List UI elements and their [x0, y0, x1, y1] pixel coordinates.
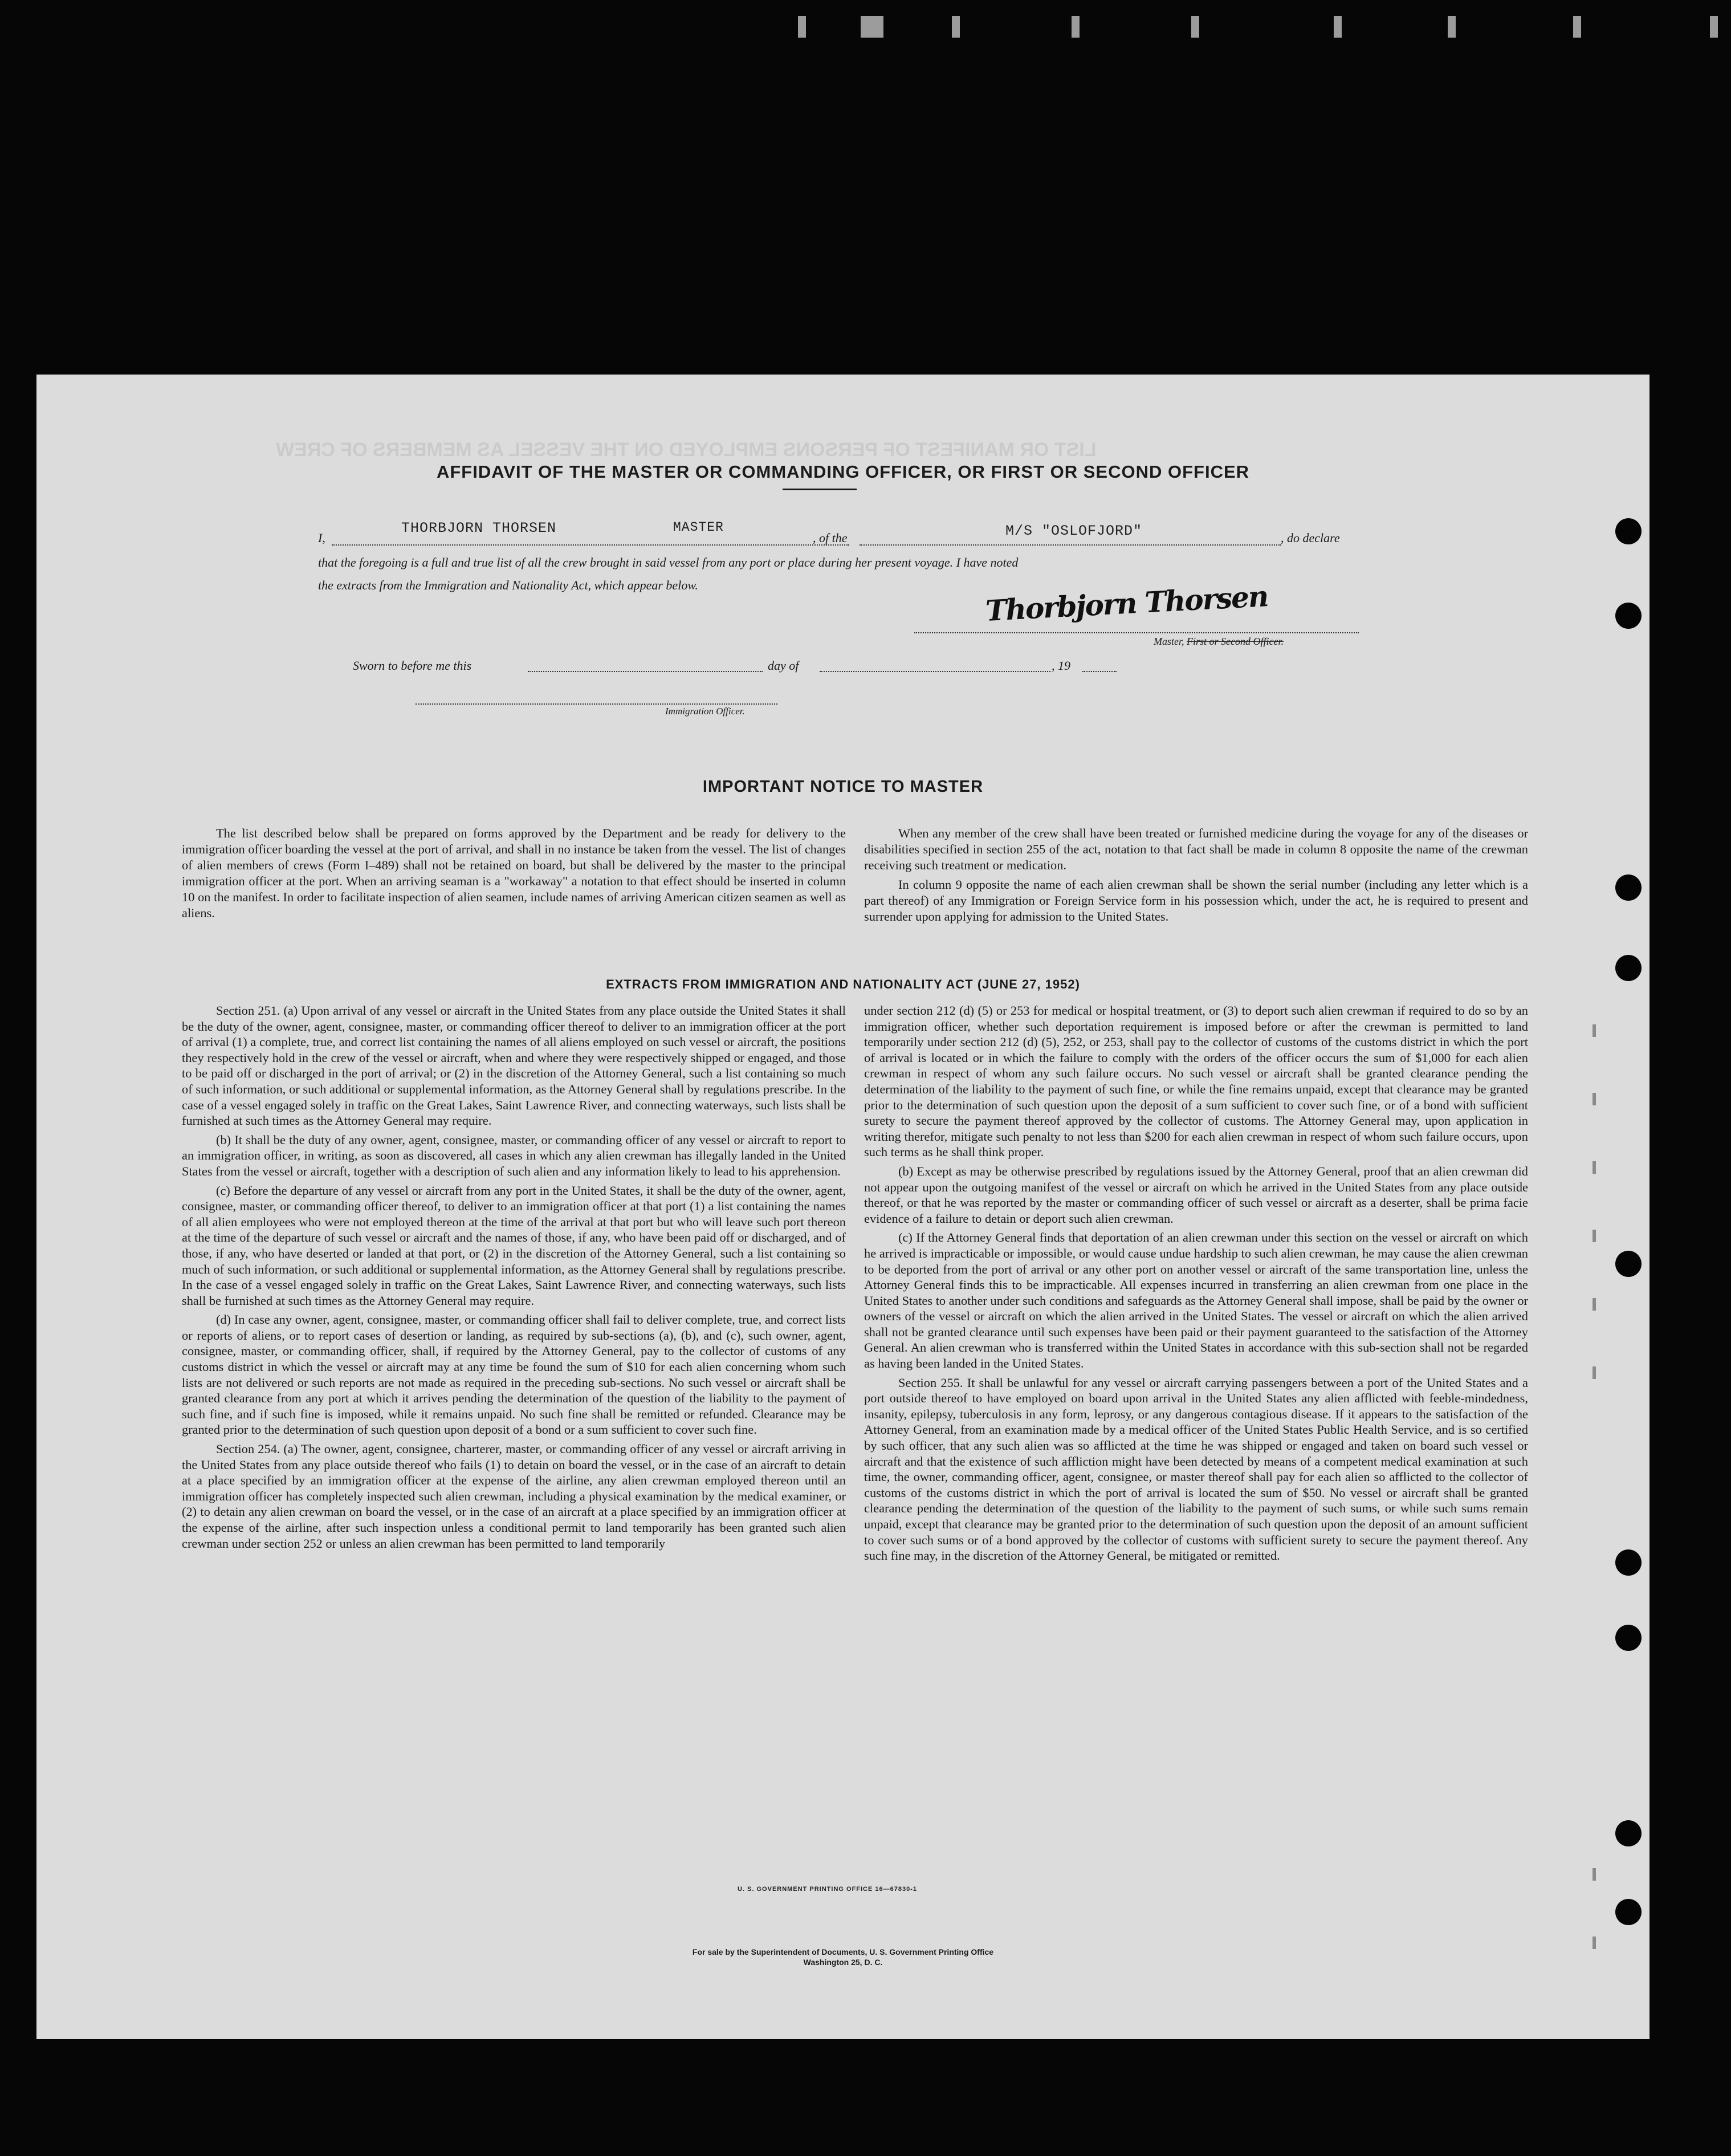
master-name: THORBJORN THORSEN	[401, 520, 557, 536]
immigration-officer-label: Immigration Officer.	[665, 706, 745, 717]
footer-line1: For sale by the Superintendent of Documents, U. S. Government Printing Office	[692, 1947, 994, 1956]
affidavit-statement-line1: that the foregoing is a full and true list of all the crew brought in said vessel from any port or place during her present voyage. I have noted	[318, 555, 1019, 569]
notice-paragraph: In column 9 opposite the name of each alien crewman shall be shown the serial number (including any letter which is a part thereof) of any Immigration or Foreign Service form in his possession which, under the act, he is required to present and surrender upon applying for admission to the United States.	[864, 877, 1528, 924]
act-section: (c) If the Attorney General finds that deportation of an alien crewman under this section on the vessel or aircraft on which he arrived is impracticable or impossible, or would cause undue hardship to such alien crewman, he may cause the alien crewman to be deported from the port of arrival or any other port on another vessel or aircraft of the same transportation line, unless the Attorney General finds this to be impracticable. All expenses incurred in transferring an alien crewman from one place in the United States to another under such conditions and safeguards as the Attorney General shall impose, shall be paid by the owner or owners of the vessel or aircraft on which the alien arrived in the United States. The vessel or aircraft on which the alien arrived shall not be granted clearance until such expenses have been paid or their payment guaranteed to the satisfaction of the Attorney General. An alien crewman who is transferred within the United States in accordance with this sub-section shall not be regarded as having been landed in the United States.	[864, 1230, 1528, 1371]
affidavit-title: AFFIDAVIT OF THE MASTER OR COMMANDING OFFICER, OR FIRST OR SECOND OFFICER	[436, 462, 1250, 482]
vessel-name: M/S "OSLOFJORD"	[1005, 523, 1143, 539]
notice-right-column	[864, 825, 1528, 929]
of-the-label: , of the	[813, 531, 848, 545]
notice-left-column	[182, 825, 846, 925]
signer-label	[1154, 636, 1284, 648]
i-label: I,	[318, 531, 325, 545]
extracts-left-column	[182, 1003, 846, 1555]
footer-line2: Washington 25, D. C.	[803, 1958, 883, 1967]
act-section: Section 251. (a) Upon arrival of any vessel or aircraft in the United States from any place outside the United States it shall be the duty of the owner, agent, consignee, master, or commanding officer thereof to deliver to an immigration officer at the port of arrival (1) a complete, true, and correct list containing the names of all aliens employed on such vessel or aircraft, the positions they respectively hold in the crew of the vessel or aircraft, when and where they were respectively shipped or engaged, and those to be paid off or discharged in the port of arrival; or (2) in the discretion of the Attorney General, such a list containing so much of such information, or such additional or supplemental information, as the Attorney General shall by regulations prescribe. In the case of a vessel engaged solely in traffic on the Great Lakes, Saint Lawrence River, and connecting waterways, such lists shall be furnished at such times as the Attorney General may require.	[182, 1003, 846, 1128]
year-label: , 19	[1052, 658, 1070, 673]
day-of-label: day of	[768, 658, 799, 673]
notice-title: IMPORTANT NOTICE TO MASTER	[702, 778, 984, 796]
extracts-right-column	[864, 1003, 1528, 1567]
notice-paragraph: When any member of the crew shall have been treated or furnished medicine during the voyage for any of the diseases or disabilities specified in section 255 of the act, notation to that fact shall be made in column 8 opposite the name of the crewman receiving such treatment or medication.	[864, 826, 1528, 873]
act-section: (c) Before the departure of any vessel or aircraft from any port in the United States, it shall be the duty of the owner, agent, consignee, master, or commanding officer thereof, to deliver to an immigration officer at that port (1) a list containing the names of all alien employees who were not employed thereon at the time of the arrival at that port but who will leave such port thereon at the time of the departure of such vessel or aircraft and the names of those, if any, who have been paid off or discharged, and of those, if any, who have deserted or landed at that port, or (2) in the discretion of the Attorney General, such a list containing so much of such information, or such additional or supplemental information, as the Attorney General shall by regulations prescribe. In the case of a vessel engaged solely in traffic on the Great Lakes, Saint Lawrence River, and connecting waterways, such lists shall be furnished at such times as the Attorney General may require.	[182, 1183, 846, 1308]
act-section: (b) Except as may be otherwise prescribed by regulations issued by the Attorney General, proof that an alien crewman did not appear upon the outgoing manifest of the vessel or aircraft on which he arrived in the United States from any place outside thereof, or that he was reported by the master or commanding officer of such vessel or aircraft as a deserter, shall be prima facie evidence of a failure to detain or deport such alien crewman.	[864, 1164, 1528, 1226]
act-section: under section 212 (d) (5) or 253 for medical or hospital treatment, or (3) to deport such alien crewman if required to do so by an immigration officer, whether such deportation requirement is imposed before or after the crewman is permitted to land temporarily under section 212 (d) (5), 252, or 253, shall pay to the collector of customs of the customs district in which the port of arrival is located or in which the failure to comply with the orders of the officer occurs the sum of $1,000 for each alien crewman in respect of whom any such failure occurs. No such vessel or aircraft shall be granted clearance pending the determination of the liability to the payment of such fine, or while the fine remains unpaid, except that clearance may be granted prior to the determination of such question upon the deposit of a sum sufficient to cover such fine, or of a bond with sufficient surety to secure the payment thereof approved by the collector of customs. The Attorney General may, upon application in writing therefor, mitigate such penalty to not less than $200 for each alien crewman in respect of whom such failure occurs, upon such terms as he shall think proper.	[864, 1003, 1528, 1160]
act-section: (b) It shall be the duty of any owner, agent, consignee, master, or commanding officer of any vessel or aircraft to report to an immigration officer, in writing, as soon as discovered, all cases in which any alien crewman has illegally landed in the United States from the vessel or aircraft, together with a description of such alien and any information likely to lead to his apprehension.	[182, 1132, 846, 1178]
act-section: Section 255. It shall be unlawful for any vessel or aircraft carrying passengers between a port of the United States and a port outside thereof to have employed on board upon arrival in the United States any alien afflicted with feeble-mindedness, insanity, epilepsy, tuberculosis in any form, leprosy, or any dangerous contagious disease. If it appears to the satisfaction of the Attorney General, from an examination made by a medical officer of the United States Public Health Service, and is so certified by such officer, that any such alien was so afflicted at the time he was shipped or engaged and taken on board such vessel or aircraft and that the existence of such affliction might have been detected by means of a competent medical examination at such time, the owner, commanding officer, agent, consignee, or master thereof shall pay for each alien so afflicted to the collector of customs of the customs district in which the port of arrival is located the sum of $50. No vessel or aircraft shall be granted clearance pending the determination of the question of the liability to the payment of such sums, or while such sums remain unpaid, except that clearance may be granted prior to the determination of such question upon the deposit of an amount sufficient to cover such sums or of a bond approved by the collector of customs with sufficient surety to secure the payment thereof. Any such fine may, in the discretion of the Attorney General, be mitigated or remitted.	[864, 1375, 1528, 1563]
bleed-through-text: LIST OR MANIFEST OF PERSONS EMPLOYED ON THE VESSEL AS MEMBERS OF CREW	[276, 439, 1097, 461]
notice-paragraph: The list described below shall be prepared on forms approved by the Department and be ready for delivery to the immigration officer boarding the vessel at the port of arrival, and shall in no instance be taken from the vessel. The list of changes of alien members of crews (Form I–489) shall not be retained on board, but shall be delivered by the master to the principal immigration officer at the port. When an arriving seaman is a "workaway" a notation to that effect should be inserted in column 10 on the manifest. In order to facilitate inspection of alien seamen, include names of arriving American citizen seamen as well as aliens.	[182, 826, 846, 921]
do-declare-label: , do declare	[1281, 531, 1340, 545]
footer	[36, 1947, 1649, 1967]
title-underline	[783, 489, 857, 490]
act-section: Section 254. (a) The owner, agent, consignee, charterer, master, or commanding officer of any vessel or aircraft arriving in the United States from any place outside thereof who fails (1) to detain on board the vessel, or in the case of an aircraft to detain at a place specified by an immigration officer at the expense of the airline, any alien crewman employed thereon until an immigration officer has completely inspected such alien crewman, including a physical examination by the medical examiner, or (2) to detain any alien crewman on board the vessel, or in the case of an aircraft at a place specified by an immigration officer at the expense of the airline, after such inspection unless a conditional permit to land temporarily has been granted such alien crewman under section 252 or unless an alien crewman has been permitted to land temporarily	[182, 1442, 846, 1551]
signer-label-struck: First or Second Officer.	[1187, 636, 1284, 647]
signer-label-master: Master,	[1154, 636, 1184, 647]
film-strip-marks	[775, 0, 1731, 51]
act-section: (d) In case any owner, agent, consignee, master, or commanding officer shall fail to deliver complete, true, and correct lists or reports of aliens, or to report cases of desertion or landing, as required by sub-sections (a), (b), and (c), such owner, agent, consignee, master, or commanding officer, shall, if required by the Attorney General, pay to the collector of customs of any customs district in which the vessel or aircraft may at any time be found the sum of $10 for each alien concerning whom such lists are not delivered or such reports are not made as required in the preceding sub-sections. No such vessel or aircraft shall be granted clearance from any port at which it arrives pending the determination of the question of the liability to the payment of such fine, and if such fine is imposed, while it remains unpaid. No such fine shall be remitted or refunded. Clearance may be granted prior to the determination of such question upon deposit of a bond or a sum sufficient to cover such fine.	[182, 1312, 846, 1437]
sworn-label: Sworn to before me this	[353, 658, 472, 673]
binder-holes	[1615, 375, 1644, 2039]
master-signature: Thorbjorn Thorsen	[984, 579, 1269, 628]
printer-imprint: U. S. GOVERNMENT PRINTING OFFICE 16—67830-1	[738, 1886, 918, 1893]
master-rank: MASTER	[673, 520, 724, 535]
affidavit-statement-line2: the extracts from the Immigration and Nationality Act, which appear below.	[318, 578, 698, 592]
extracts-title: EXTRACTS FROM IMMIGRATION AND NATIONALITY ACT (JUNE 27, 1952)	[606, 977, 1080, 991]
document-sheet	[36, 375, 1649, 2039]
